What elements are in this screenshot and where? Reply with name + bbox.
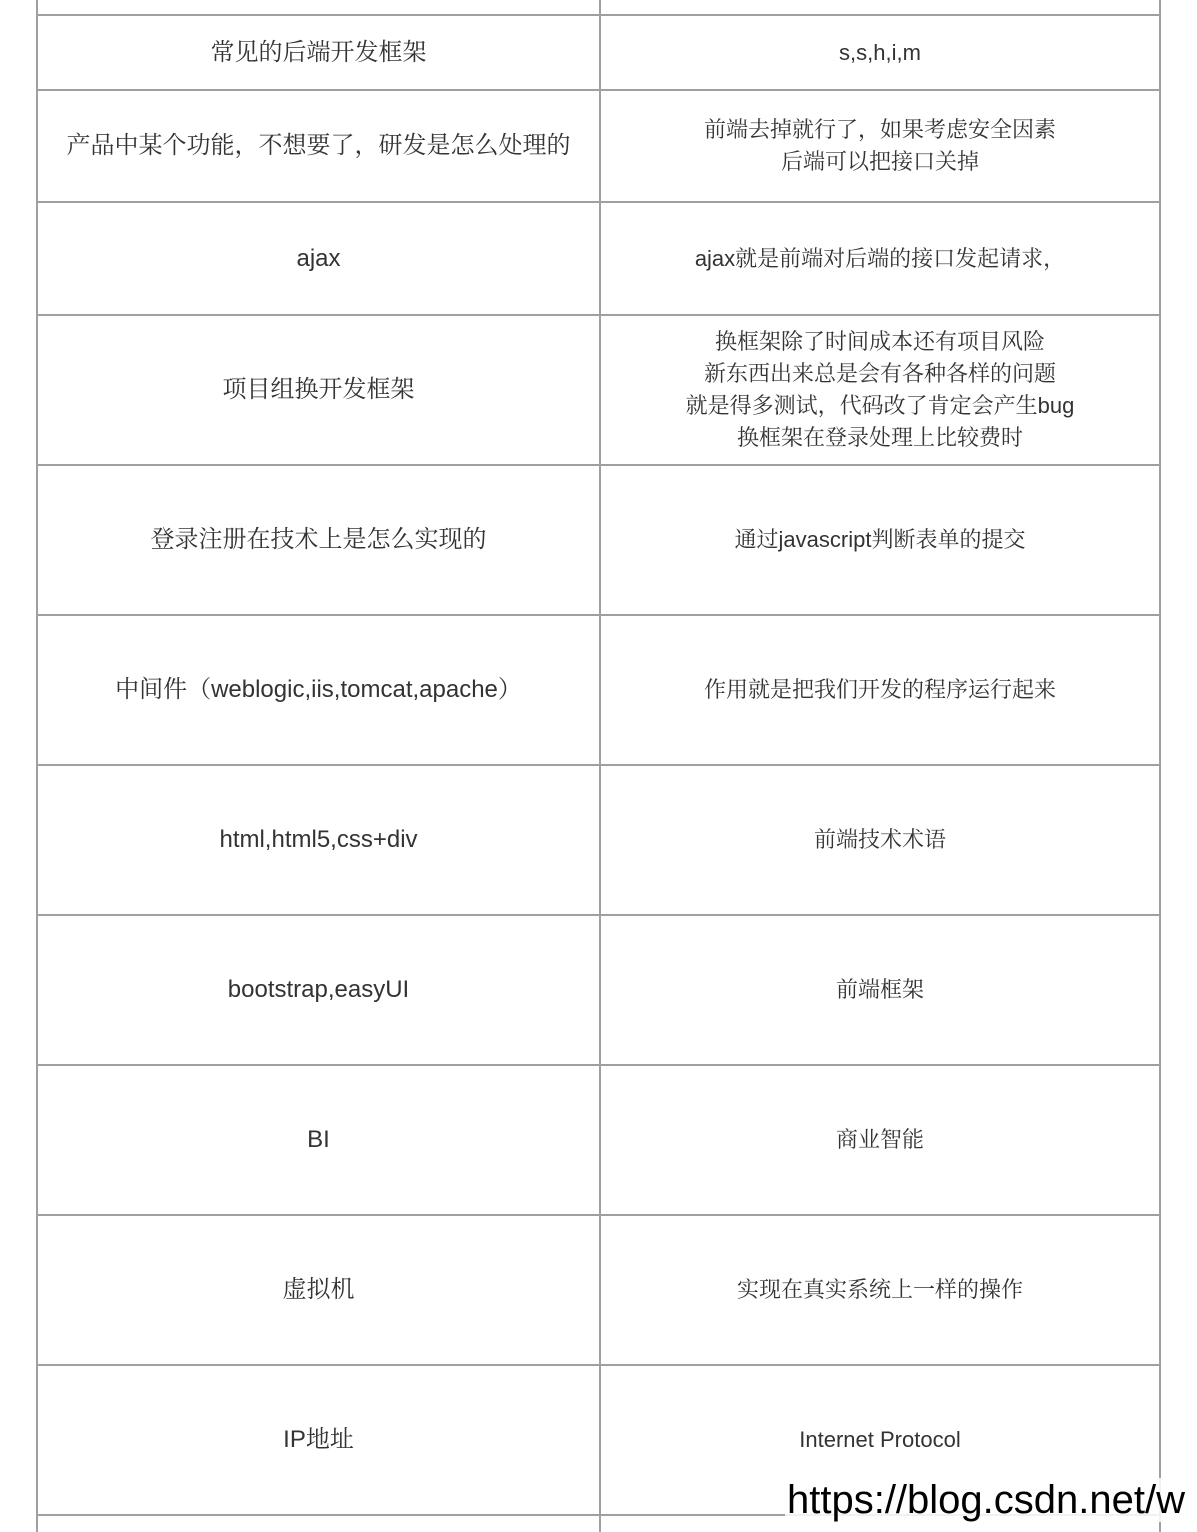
desc-line: 前端框架 — [835, 977, 924, 1002]
table-row — [37, 915, 1160, 1065]
desc-cell — [600, 465, 1160, 615]
desc-cell — [600, 90, 1160, 202]
term-cell: 常见的后端开发框架 — [37, 15, 600, 90]
desc-line: Internet Protocol — [799, 1427, 961, 1452]
table-row — [37, 202, 1160, 315]
desc-line: ajax就是前端对后端的接口发起请求， — [694, 245, 1066, 271]
desc-line: 换框架在登录处理上比较费时 — [736, 425, 1023, 450]
desc-line: 新东西出来总是会有各种各样的问题 — [703, 361, 1056, 386]
term-cell: 中间件（weblogic,iis,tomcat,apache） — [37, 615, 600, 765]
term-cell: IP地址 — [37, 1365, 600, 1515]
desc-cell — [600, 15, 1160, 90]
desc-line: 实现在真实系统上一样的操作 — [736, 1277, 1023, 1302]
desc-cell — [600, 315, 1160, 465]
desc-line: 作用就是把我们开发的程序运行起来 — [703, 677, 1056, 702]
desc-cell — [600, 915, 1160, 1065]
desc-line: 换框架除了时间成本还有项目风险 — [714, 329, 1045, 354]
desc-cell — [600, 0, 1160, 15]
desc-line: 就是得多测试，代码改了肯定会产生bug — [685, 393, 1075, 418]
desc-cell — [600, 202, 1160, 315]
desc-cell — [600, 765, 1160, 915]
qa-table — [36, 0, 1161, 1532]
term-cell: BI — [37, 1065, 600, 1215]
desc-line: 前端技术术语 — [813, 827, 946, 852]
term-cell: 登录注册在技术上是怎么实现的 — [37, 465, 600, 615]
desc-line: 通过javascript判断表单的提交 — [734, 527, 1026, 552]
desc-line: 商业智能 — [835, 1127, 924, 1152]
table-row — [37, 0, 1160, 15]
desc-line: 前端去掉就行了，如果考虑安全因素 — [703, 117, 1056, 142]
table-row — [37, 1065, 1160, 1215]
watermark-url: https://blog.csdn.net/w — [786, 1478, 1185, 1522]
term-cell — [37, 0, 600, 15]
desc-cell — [600, 1065, 1160, 1215]
term-cell: 虚拟机 — [37, 1215, 600, 1365]
table-row — [37, 315, 1160, 465]
term-cell: html,html5,css+div — [37, 765, 600, 915]
term-cell: bootstrap,easyUI — [37, 915, 600, 1065]
table-row — [37, 15, 1160, 90]
table-row — [37, 615, 1160, 765]
table-row — [37, 1215, 1160, 1365]
desc-line: 后端可以把接口关掉 — [780, 149, 979, 174]
desc-cell — [600, 1215, 1160, 1365]
term-cell: 产品中某个功能，不想要了，研发是怎么处理的 — [37, 90, 600, 202]
term-cell — [37, 1515, 600, 1532]
term-cell: 项目组换开发框架 — [37, 315, 600, 465]
desc-cell — [600, 615, 1160, 765]
table-row — [37, 465, 1160, 615]
term-cell: ajax — [37, 202, 600, 315]
table-row — [37, 765, 1160, 915]
table-row — [37, 90, 1160, 202]
desc-line: s,s,h,i,m — [839, 39, 921, 65]
